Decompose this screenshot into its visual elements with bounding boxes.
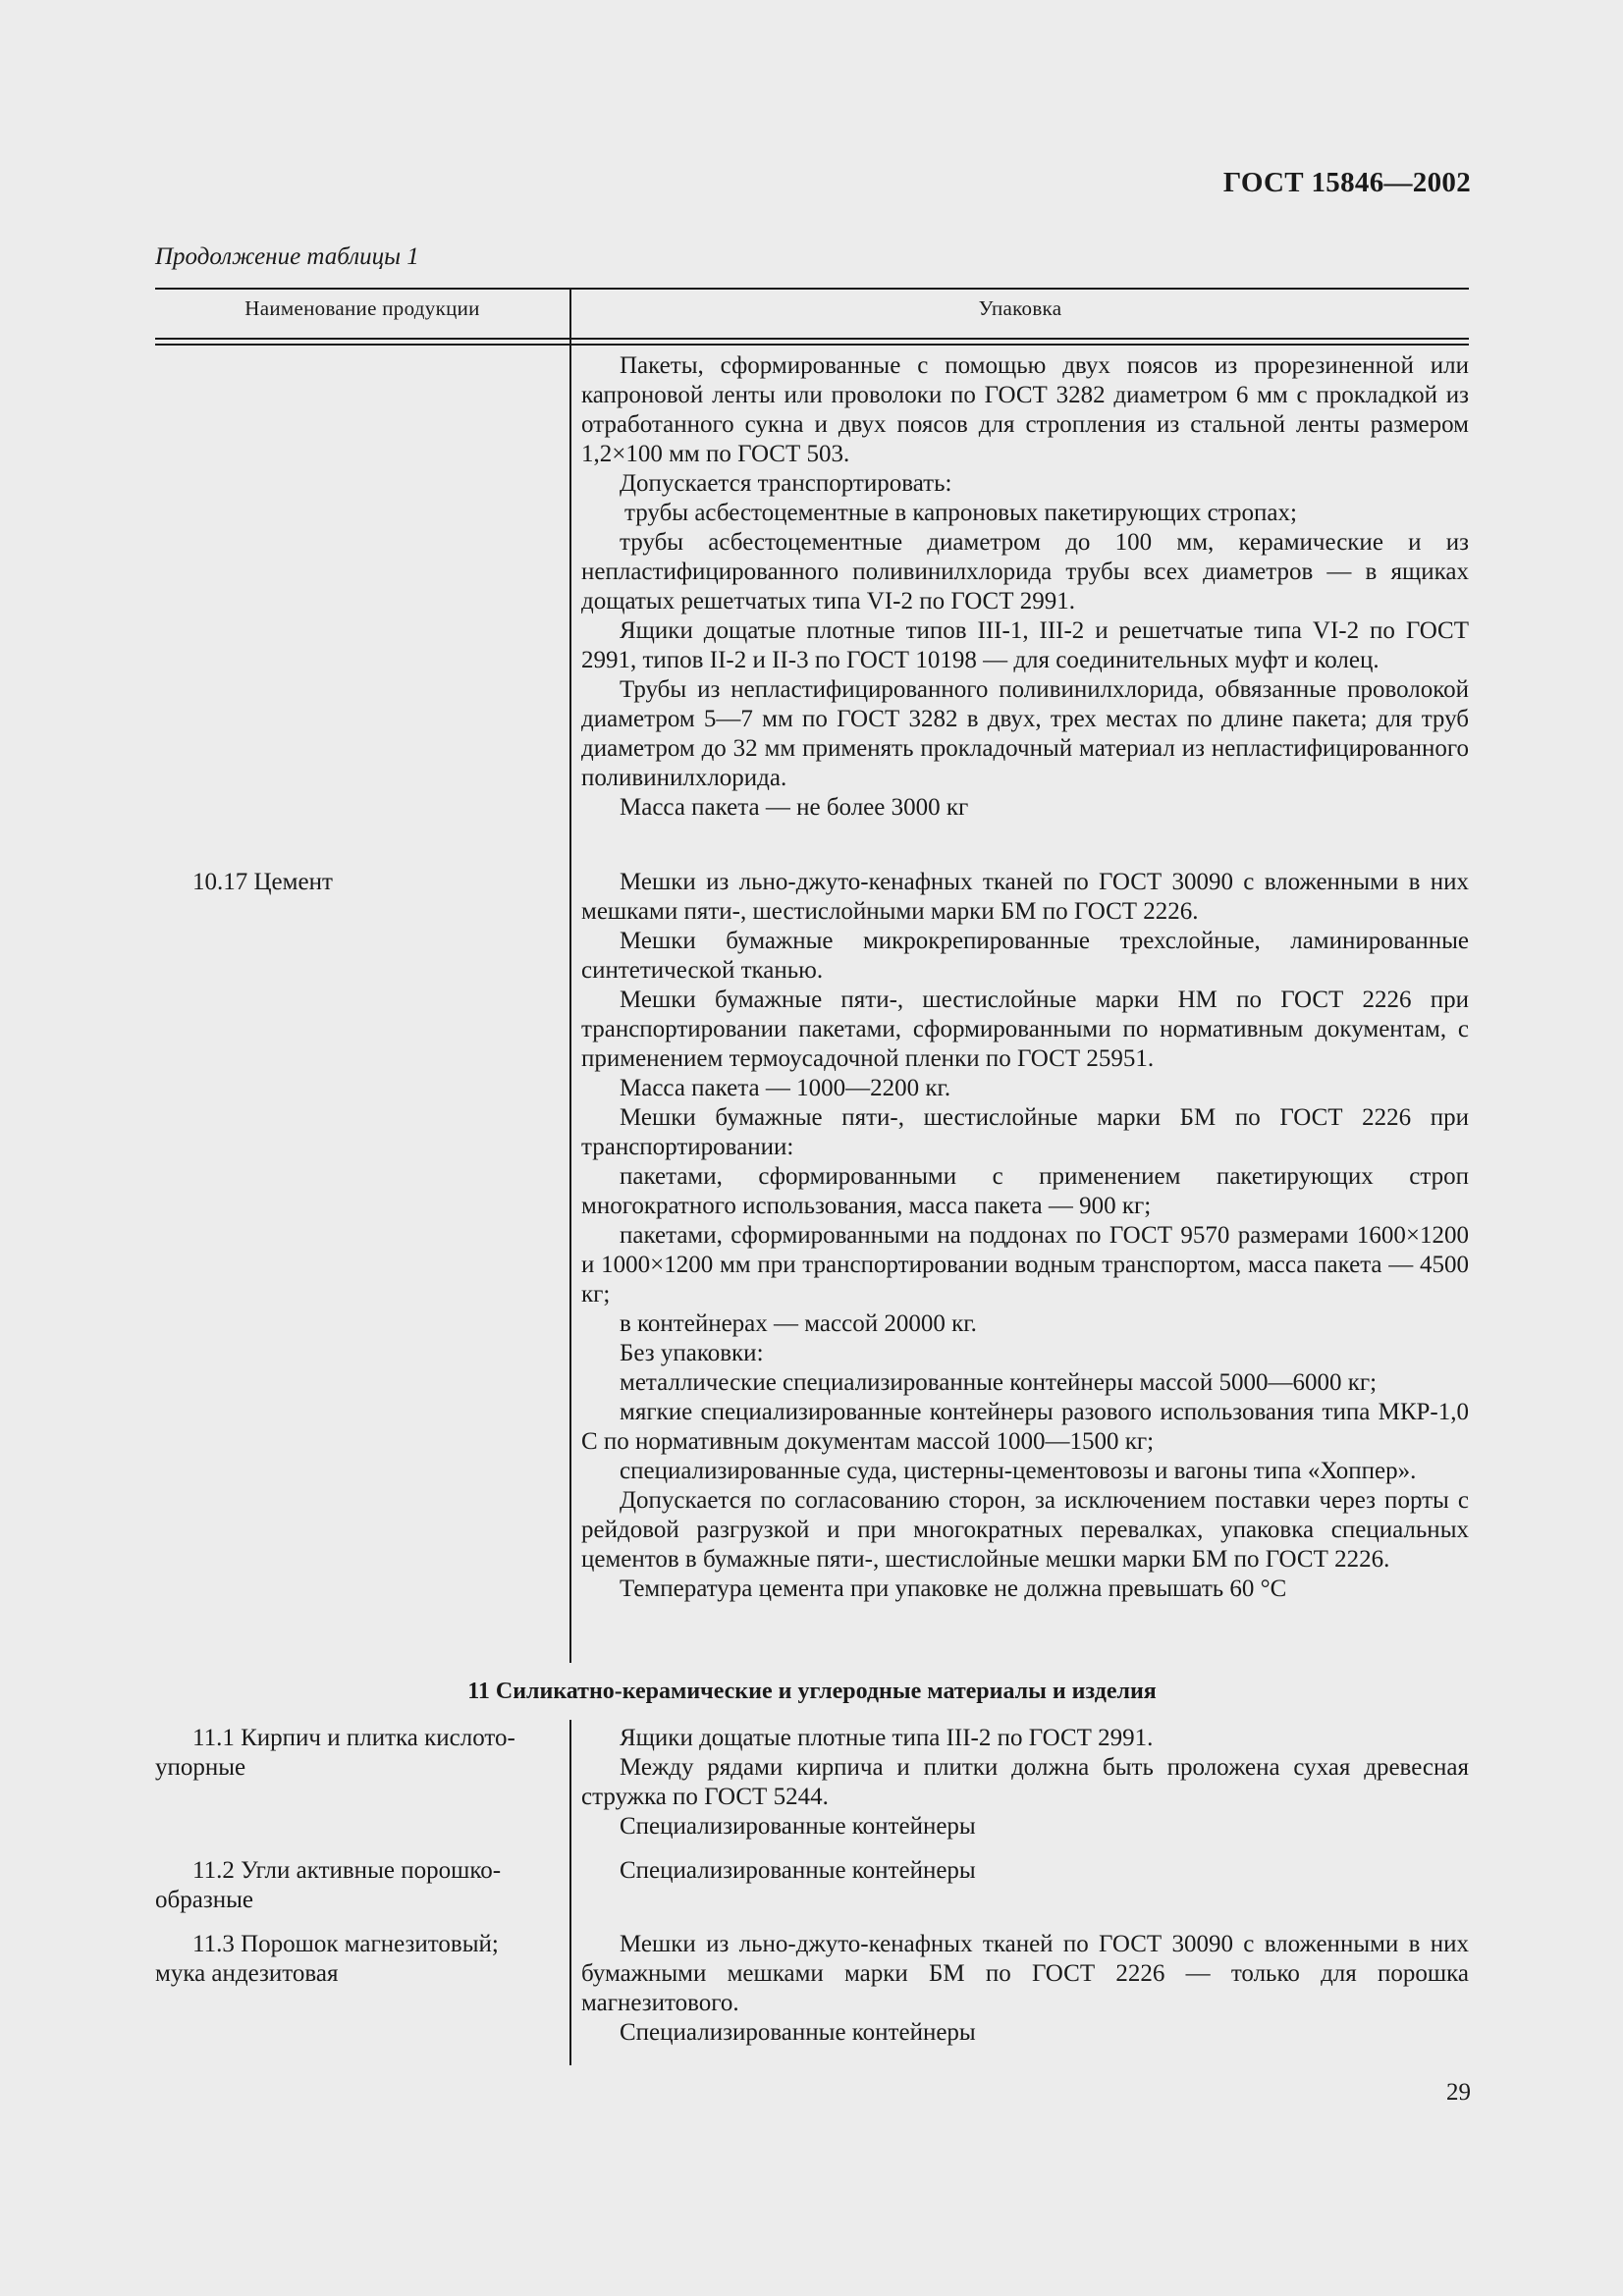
packaging-paragraph: металлические специализированные контейнеры массой 5000—6000 кг;	[620, 1369, 1378, 1396]
packaging-paragraph: Ящики дощатые плотные типов III-1, III-2 и решетчатые типа VI-2 по ГОСТ 2991, типов II-2 и II-3 по ГОСТ 10198 — для соединительных муфт и колец.	[581, 617, 1469, 673]
packaging-paragraph: Трубы из непластифицированного поливинилхлорида, обвязанные проволокой диаметром 5—7 мм по ГОСТ 3282 в двух, трех местах по длине пакета; для труб диаметром до 32 мм применять прокладочный материал из непластифицированного поливинилхлорида.	[581, 676, 1469, 791]
document-code: ГОСТ 15846—2002	[1222, 167, 1471, 198]
product-name-line: 11.3 Порошок магнезитовый;	[192, 1931, 499, 1957]
product-name-line: образные	[155, 1887, 253, 1913]
product-name-magnesite-powder	[155, 1930, 560, 1989]
packaging-paragraph: мягкие специализированные контейнеры разового использования типа МКР-1,0 С по нормативным документам массой 1000—1500 кг;	[581, 1399, 1469, 1455]
packaging-paragraph: в контейнерах — массой 20000 кг.	[620, 1310, 977, 1337]
product-name-brick-tile	[155, 1724, 560, 1783]
packaging-paragraph: пакетами, сформированными с применением пакетирующих строп многократного использования, масса пакета — 900 кг;	[581, 1163, 1469, 1219]
product-name-activated-carbon	[155, 1856, 560, 1915]
header-bottom-rule-second	[155, 344, 1469, 346]
packaging-paragraph: Без упаковки:	[620, 1340, 764, 1366]
packaging-paragraph: Допускается транспортировать:	[620, 470, 952, 497]
packaging-magnesite-powder	[581, 1930, 1469, 2048]
packaging-paragraph: Ящики дощатые плотные типа III-2 по ГОСТ 2991.	[620, 1725, 1154, 1751]
product-name-line: 11.2 Угли активные порошко-	[192, 1857, 502, 1884]
packaging-activated-carbon	[581, 1856, 1469, 1886]
column-divider-body-top	[569, 345, 571, 1663]
table-continuation-caption: Продолжение таблицы 1	[155, 243, 419, 270]
packaging-paragraph: Специализированные контейнеры	[620, 1857, 976, 1884]
column-divider-body-bottom	[569, 1720, 571, 2065]
packaging-paragraph: Мешки из льно-джуто-кенафных тканей по ГОСТ 30090 с вложенными в них бумажными мешками марки БМ по ГОСТ 2226 — только для порошка магнезитового.	[581, 1931, 1469, 2016]
product-name-line: 11.1 Кирпич и плитка кислото-	[192, 1725, 515, 1751]
packaging-paragraph: трубы асбестоцементные диаметром до 100 мм, керамические и из непластифицированного поливинилхлорида трубы всех диаметров — в ящиках дощатых решетчатых типа VI-2 по ГОСТ 2991.	[581, 529, 1469, 614]
packaging-paragraph: трубы асбестоцементные в капроновых пакетирующих стропах;	[624, 500, 1297, 526]
packaging-paragraph: Масса пакета — 1000—2200 кг.	[620, 1075, 951, 1101]
packaging-paragraph: Допускается по согласованию сторон, за исключением поставки через порты с рейдовой разгрузкой и при многократных перевалках, упаковка специальных цементов в бумажные пяти-, шестислойные мешки марки БМ по ГОСТ 2226.	[581, 1487, 1469, 1573]
section-title: 11 Силикатно-керамические и углеродные материалы и изделия	[467, 1679, 1157, 1704]
product-name-cement: 10.17 Цемент	[192, 869, 333, 895]
packaging-paragraph: Между рядами кирпича и плитки должна быть проложена сухая древесная стружка по ГОСТ 5244.	[581, 1754, 1469, 1810]
packaging-paragraph: Специализированные контейнеры	[620, 1813, 976, 1840]
product-name-line: мука андезитовая	[155, 1960, 339, 1987]
packaging-paragraph: Мешки из льно-джуто-кенафных тканей по ГОСТ 30090 с вложенными в них мешками пяти-, шестислойными марки БМ по ГОСТ 2226.	[581, 869, 1469, 925]
packaging-paragraph: Температура цемента при упаковке не должна превышать 60 °С	[620, 1575, 1287, 1602]
packaging-paragraph: Мешки бумажные микрокрепированные трехслойные, ламинированные синтетической тканью.	[581, 928, 1469, 984]
packaging-block-continued	[581, 351, 1469, 823]
table-top-rule	[155, 288, 1469, 290]
packaging-paragraph: Мешки бумажные пяти-, шестислойные марки БМ по ГОСТ 2226 при транспортировании:	[581, 1104, 1469, 1160]
packaging-paragraph: Масса пакета — не более 3000 кг	[620, 794, 969, 821]
packaging-paragraph: Мешки бумажные пяти-, шестислойные марки НМ по ГОСТ 2226 при транспортировании пакетами, сформированными по нормативным документам, с применением термоусадочной пленки по ГОСТ 25951.	[581, 987, 1469, 1072]
packaging-cement	[581, 868, 1469, 1604]
packaging-paragraph: специализированные суда, цистерны-цементовозы и вагоны типа «Хоппер».	[620, 1458, 1417, 1484]
packaging-paragraph: Пакеты, сформированные с помощью двух поясов из прорезиненной или капроновой ленты или проволоки по ГОСТ 3282 диаметром 6 мм с прокладкой из отработанного сукна и двух поясов для стропления из стальной ленты размером 1,2×100 мм по ГОСТ 503.	[581, 352, 1469, 467]
packaging-paragraph: пакетами, сформированными на поддонах по ГОСТ 9570 размерами 1600×1200 и 1000×1200 мм при транспортировании водным транспортом, масса пакета — 4500 кг;	[581, 1222, 1469, 1308]
product-name-line: упорные	[155, 1754, 246, 1781]
packaging-paragraph: Специализированные контейнеры	[620, 2019, 976, 2046]
header-bottom-rule	[155, 338, 1469, 340]
packaging-brick-tile	[581, 1724, 1469, 1842]
column-header-packaging: Упаковка	[978, 296, 1062, 320]
column-header-product-name: Наименование продукции	[244, 296, 480, 320]
page-number: 29	[1446, 2079, 1471, 2106]
